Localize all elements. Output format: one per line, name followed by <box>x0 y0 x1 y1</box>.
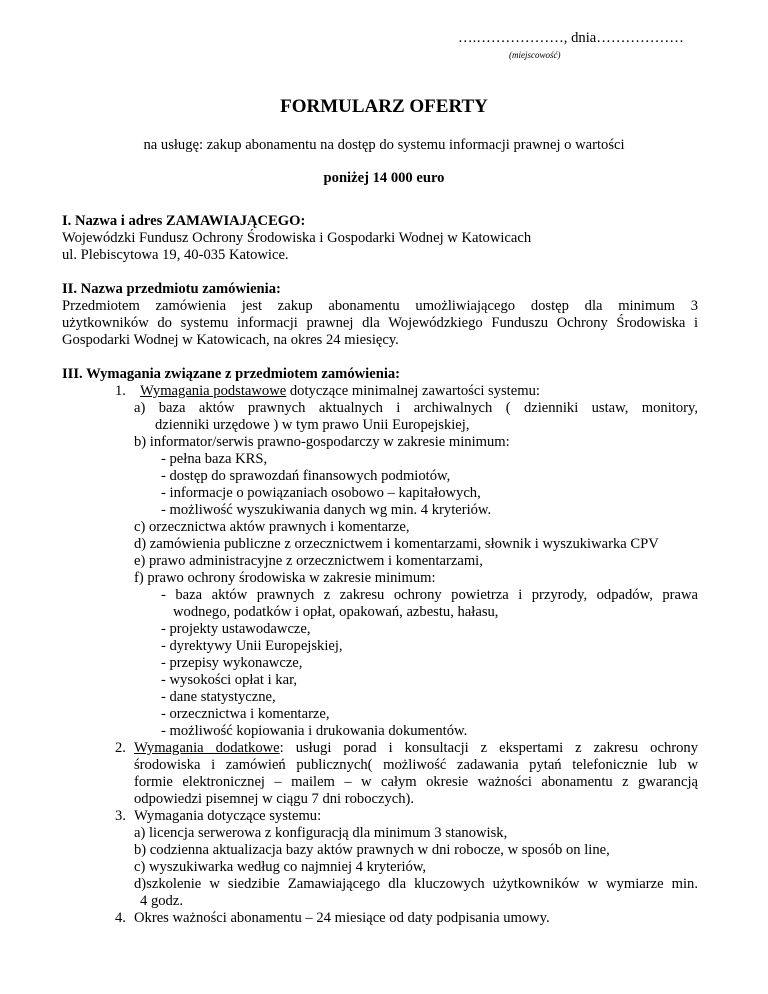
list-item: - orzecznictwa i komentarze, <box>161 706 330 722</box>
item3-text: Wymagania dotyczące systemu: <box>134 808 322 824</box>
item-number: 1. <box>115 383 126 399</box>
section2-line: użytkowników do systemu informacji prawnej dla Wojewódzkiego Funduszu Ochrony Środowiska i <box>62 315 698 331</box>
item1-c: c) orzecznictwa aktów prawnych i komentarze, <box>134 519 410 535</box>
list-item: - przepisy wykonawcze, <box>161 655 303 671</box>
item1-a-cont: dzienniki urzędowe ) w tym prawo Unii Europejskiej, <box>155 417 470 433</box>
item1-f: f) prawo ochrony środowiska w zakresie minimum: <box>134 570 436 586</box>
list-item: - baza aktów prawnych z zakresu ochrony powietrza i przyrody, odpadów, prawa <box>161 587 698 603</box>
list-item: - dostęp do sprawozdań finansowych podmiotów, <box>161 468 451 484</box>
place-caption: (miejscowość) <box>509 50 561 60</box>
item1-a: a) baza aktów prawnych aktualnych i archiwalnych ( dzienniki ustaw, monitory, <box>134 400 698 416</box>
value-line: poniżej 14 000 euro <box>323 170 445 186</box>
item4-text: Okres ważności abonamentu – 24 miesiące od daty podpisania umowy. <box>134 910 550 926</box>
section2-line: Przedmiotem zamówienia jest zakup abonamentu umożliwiającego dostęp dla minimum 3 <box>62 298 698 314</box>
list-item: - możliwość kopiowania i drukowania dokumentów. <box>161 723 468 739</box>
item1-e: e) prawo administracyjne z orzecznictwem i komentarzami, <box>134 553 483 569</box>
page-title: FORMULARZ OFERTY <box>280 96 488 117</box>
item2-rest: : usługi porad i konsultacji z ekspertami z zakresu ochrony <box>279 740 698 756</box>
list-item: - informacje o powiązaniach osobowo – kapitałowych, <box>161 485 481 501</box>
item1-lead: Wymagania podstawowe <box>140 383 287 399</box>
section1-line2: ul. Plebiscytowa 19, 40-035 Katowice. <box>62 247 289 263</box>
list-item: - projekty ustawodawcze, <box>161 621 311 637</box>
item3-b: b) codzienna aktualizacja bazy aktów prawnych w dni robocze, w sposób on line, <box>134 842 610 858</box>
section3-heading: III. Wymagania związane z przedmiotem zamówienia: <box>62 366 401 382</box>
list-item: - pełna baza KRS, <box>161 451 268 467</box>
list-item: - możliwość wyszukiwania danych wg min. 4 kryteriów. <box>161 502 492 518</box>
section1-line1: Wojewódzki Fundusz Ochrony Środowiska i Gospodarki Wodnej w Katowicach <box>62 230 532 246</box>
item1-d: d) zamówienia publiczne z orzecznictwem i komentarzami, słownik i wyszukiwarka CPV <box>134 536 659 552</box>
section2-heading: II. Nazwa przedmiotu zamówienia: <box>62 281 281 297</box>
item1-text <box>140 383 540 400</box>
place-date-line: ….………………, dnia……………… <box>458 30 684 46</box>
item3-c: c) wyszukiwarka według co najmniej 4 kryteriów, <box>134 859 427 875</box>
item-number: 4. <box>115 910 126 926</box>
item-number: 2. <box>115 740 126 756</box>
list-item: - wysokości opłat i kar, <box>161 672 298 688</box>
item2-line: środowiska i zamówień publicznych( możliwość zadawania pytań telefonicznie lub w <box>134 757 698 773</box>
list-item: - dane statystyczne, <box>161 689 276 705</box>
item3-d: d)szkolenie w siedzibie Zamawiającego dla kluczowych użytkowników w wymiarze min. <box>134 876 698 892</box>
list-item-cont: wodnego, podatków i opłat, opakowań, azbestu, hałasu, <box>173 604 499 620</box>
section1-heading: I. Nazwa i adres ZAMAWIAJĄCEGO: <box>62 213 306 229</box>
item2-first-line <box>134 740 698 757</box>
item1-rest: dotyczące minimalnej zawartości systemu: <box>286 383 540 399</box>
item3-a: a) licencja serwerowa z konfiguracją dla minimum 3 stanowisk, <box>134 825 508 841</box>
item3-d-cont: 4 godz. <box>140 893 183 909</box>
list-item: - dyrektywy Unii Europejskiej, <box>161 638 343 654</box>
item2-lead: Wymagania dodatkowe <box>134 740 280 756</box>
item2-line: odpowiedzi pisemnej w ciągu 7 dni roboczych). <box>134 791 415 807</box>
item2-line: formie elektronicznej – mailem – w całym okresie ważności abonamentu z gwarancją <box>134 774 698 790</box>
subtitle: na usługę: zakup abonamentu na dostęp do systemu informacji prawnej o wartości <box>143 137 625 153</box>
item1-b: b) informator/serwis prawno-gospodarczy w zakresie minimum: <box>134 434 510 450</box>
section2-line: Gospodarki Wodnej w Katowicach, na okres 24 miesięcy. <box>62 332 399 348</box>
item-number: 3. <box>115 808 126 824</box>
